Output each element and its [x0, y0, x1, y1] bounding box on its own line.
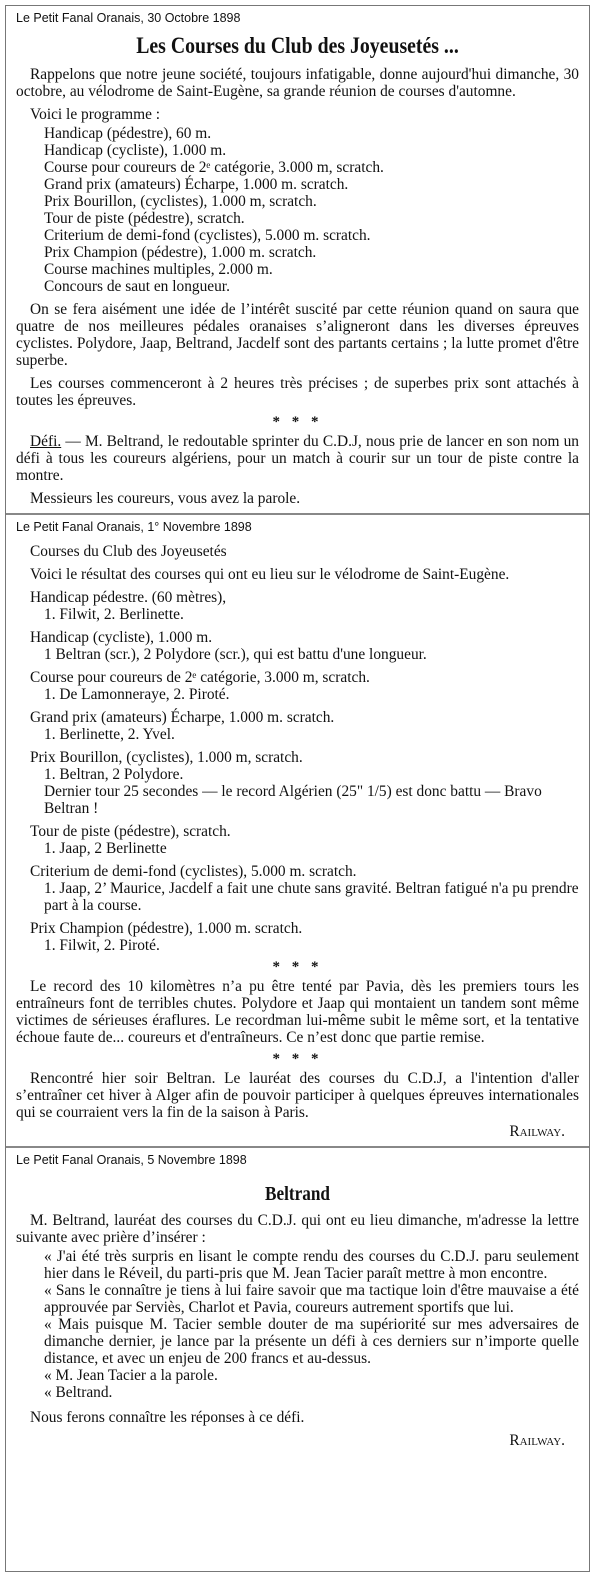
result-line: 1. De Lamonneraye, 2. Piroté. [44, 686, 230, 703]
result-item [30, 669, 579, 703]
programme-list [44, 125, 579, 295]
programme-item: Handicap (pédestre), 60 m. [44, 125, 212, 142]
letter-quotes [44, 1248, 579, 1401]
article-1-novembre [6, 515, 589, 1140]
clipping-page [5, 5, 590, 1572]
result-item [30, 823, 579, 857]
programme-item: Prix Champion (pédestre), 1.000 m. scratch. [44, 244, 317, 261]
paragraph: Les courses commenceront à 2 heures très précises ; de superbes prix sont attachés à toutes les épreuves. [16, 375, 579, 409]
result-event: Criterium de demi-fond (cyclistes), 5.000 m. scratch. [30, 863, 357, 880]
letter-quote: « Sans le connaître je tiens à lui faire savoir que ma tactique loin d'être mauvaise a été approuvée par Serviès, Charlot et Pavia, coureurs autrement sportifs que lui. [44, 1282, 579, 1316]
record-paragraph: Le record des 10 kilomètres n’a pu être tenté par Pavia, dès les premiers tours les entraîneurs font de terribles chutes. Polydore et Jaap qui montaient un tandem sont même victimes de sérieuses éraflures. Le recordman lui-même subit le même sort, et la tentative échoue faute de... coureurs et d'entraîneurs. Ce n’est donc que partie remise. [16, 978, 579, 1046]
result-line: Dernier tour 25 secondes — le record Algérien (25" 1/5) est donc battu — Bravo Beltran ! [44, 783, 542, 817]
signature: Railway. [509, 1432, 565, 1449]
result-item [30, 589, 579, 623]
section-stars: * * * [272, 959, 323, 975]
section-stars: * * * [272, 414, 323, 430]
result-event: Handicap pédestre. (60 mètres), [30, 589, 227, 606]
programme-item: Handicap (cycliste), 1.000 m. [44, 142, 227, 159]
article-source: Le Petit Fanal Oranais, 30 Octobre 1898 [16, 11, 241, 25]
programme-item: Course pour coureurs de 2ᵉ catégorie, 3.000 m, scratch. [44, 159, 384, 176]
result-line: 1 Beltran (scr.), 2 Polydore (scr.), qui est battu d'une longueur. [44, 646, 427, 663]
result-line: 1. Berlinette, 2. Yvel. [44, 726, 175, 743]
article-title: Les Courses du Club des Joyeusetés ... [136, 33, 459, 58]
result-event: Prix Champion (pédestre), 1.000 m. scratch. [30, 920, 303, 937]
programme-item: Criterium de demi-fond (cyclistes), 5.000 m. scratch. [44, 227, 371, 244]
programme-heading: Voici le programme : [30, 106, 161, 123]
defi-paragraph [16, 433, 579, 484]
letter-quote: « Mais puisque M. Tacier semble douter de ma supériorité sur mes adversaires de dimanche dernier, je lance par la présente un défi à ces derniers sur n’importe quelle distance, et avec un enjeu de 200 francs et au-dessus. [44, 1316, 579, 1367]
letter-quote: « Beltrand. [44, 1384, 113, 1401]
result-item [30, 749, 579, 817]
section-stars: * * * [272, 1051, 323, 1067]
result-event: Tour de piste (pédestre), scratch. [30, 823, 231, 840]
article-source: Le Petit Fanal Oranais, 5 Novembre 1898 [16, 1153, 247, 1167]
result-event: Handicap (cycliste), 1.000 m. [30, 629, 213, 646]
result-line: 1. Jaap, 2 Berlinette [44, 840, 167, 857]
article-title: Beltrand [265, 1183, 330, 1205]
results-intro: Voici le résultat des courses qui ont eu lieu sur le vélodrome de Saint-Eugène. [30, 566, 510, 583]
programme-item: Tour de piste (pédestre), scratch. [44, 210, 245, 227]
beltran-paragraph: Rencontré hier soir Beltran. Le lauréat des courses du C.D.J, a l'intention d'aller s’entraîner cet hiver à Alger afin de pouvoir participer à quelques épreuves internationales qui se courraient vers la fin de la saison à Paris. [16, 1070, 579, 1121]
programme-item: Grand prix (amateurs) Écharpe, 1.000 m. scratch. [44, 176, 349, 193]
letter-quote: « M. Jean Tacier a la parole. [44, 1367, 218, 1384]
result-line: 1. Filwit, 2. Piroté. [44, 937, 160, 954]
paragraph: On se fera aisément une idée de l’intérêt suscité par cette réunion quand on saura que quatre de nos meilleures pédales oranaises s’aligneront dans les diverses épreuves cyclistes. Polydore, Jaap, Beltrand, Jacdelf sont des partants certains ; la lutte promet d'être superbe. [16, 301, 579, 369]
result-event: Prix Bourillon, (cyclistes), 1.000 m, scratch. [30, 749, 303, 766]
results-heading: Courses du Club des Joyeusetés [30, 543, 227, 560]
article-source: Le Petit Fanal Oranais, 1° Novembre 1898 [16, 520, 252, 534]
result-item [30, 920, 579, 954]
letter-quote: « J'ai été très surpris en lisant le compte rendu des courses du C.D.J. paru seulement hier dans le Réveil, du parti-pris que M. Jean Tacier paraît mettre à mon encontre. [44, 1248, 579, 1282]
result-event: Course pour coureurs de 2ᵉ catégorie, 3.000 m, scratch. [30, 669, 370, 686]
result-event: Grand prix (amateurs) Écharpe, 1.000 m. scratch. [30, 709, 335, 726]
article-30-octobre [6, 6, 589, 507]
results-list [6, 589, 589, 954]
intro-paragraph: Rappelons que notre jeune société, toujours infatigable, donne aujourd'hui dimanche, 30 octobre, au vélodrome de Saint-Eugène, sa grande réunion de courses d'automne. [16, 66, 579, 100]
result-item [30, 629, 579, 663]
letter-intro: M. Beltrand, lauréat des courses du C.D.J. qui ont eu lieu dimanche, m'adresse la lettre suivante avec prière d’insérer : [16, 1212, 579, 1246]
result-line: 1. Jaap, 2’ Maurice, Jacdelf a fait une chute sans gravité. Beltran fatigué n'a pu prendre part à la course. [44, 880, 579, 914]
result-item [30, 863, 579, 914]
programme-item: Concours de saut en longueur. [44, 278, 230, 295]
programme-item: Prix Bourillon, (cyclistes), 1.000 m, scratch. [44, 193, 317, 210]
result-line: 1. Filwit, 2. Berlinette. [44, 606, 184, 623]
article-5-novembre [6, 1148, 589, 1449]
result-item [30, 709, 579, 743]
closing-paragraph: Nous ferons connaître les réponses à ce défi. [30, 1409, 305, 1426]
defi-label: Défi. [30, 433, 62, 450]
result-line: 1. Beltran, 2 Polydore. [44, 766, 184, 783]
signature: Railway. [509, 1123, 565, 1140]
programme-item: Course machines multiples, 2.000 m. [44, 261, 273, 278]
closing-paragraph: Messieurs les coureurs, vous avez la parole. [30, 490, 301, 507]
defi-text: — M. Beltrand, le redoutable sprinter du C.D.J, nous prie de lancer en son nom un défi à tous les coureurs algériens, pour un match à courir sur un tour de piste contre la montre. [16, 433, 579, 484]
